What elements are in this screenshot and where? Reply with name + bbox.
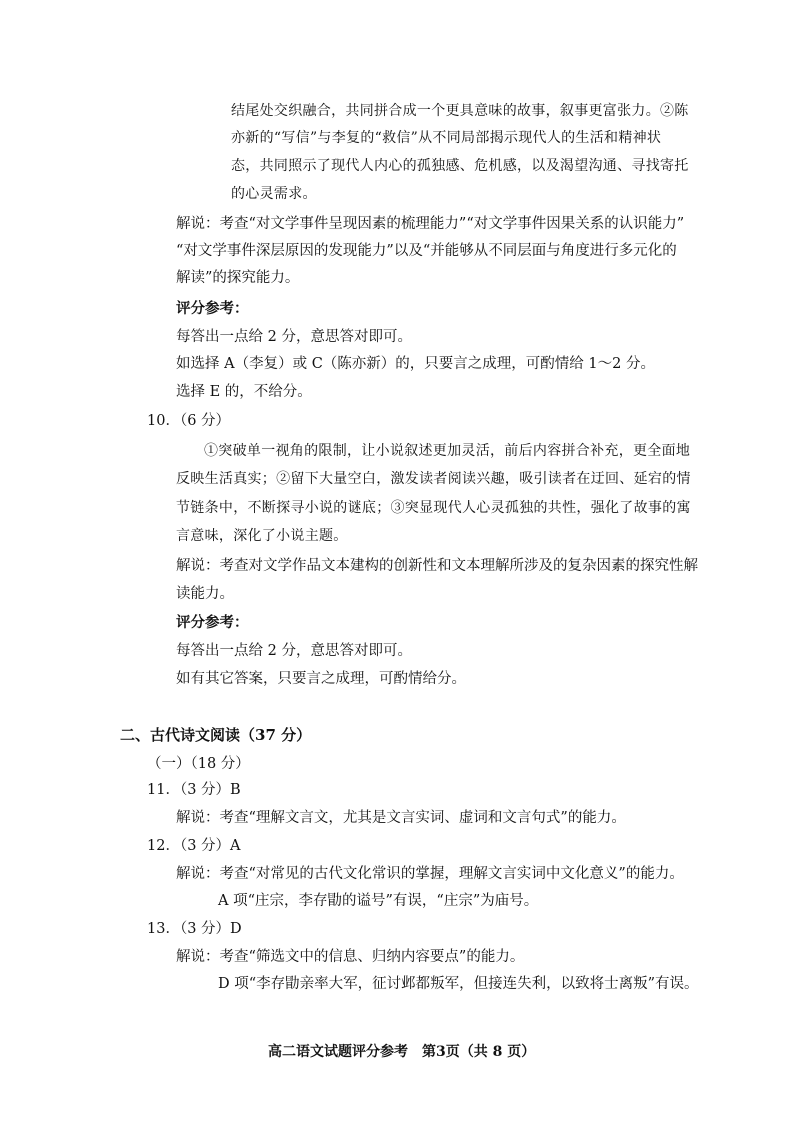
scoring-rule: 如选择 A（李复）或 C（陈亦新）的，只要言之成理，可酌情给 1～2 分。: [176, 356, 655, 372]
answer-line: 节链条中，不断探寻小说的谜底；③突显现代人心灵孤独的共性，强化了故事的寓: [176, 500, 691, 516]
scoring-rule: 选择 E 的，不给分。: [176, 384, 312, 400]
answer-line: 亦新的“写信”与李复的“救信”从不同局部揭示现代人的生活和精神状: [231, 130, 662, 146]
answer-line: 结尾处交织融合，共同拼合成一个更具意味的故事，叙事更富张力。②陈: [231, 103, 689, 119]
explanation-line: 解说：考查“理解文言文，尤其是文言实词、虚词和文言句式”的能力。: [176, 810, 626, 826]
page-footer: 高二语文试题评分参考 第3页（共 8 页）: [268, 1044, 536, 1060]
question-number: 10．（6 分）: [147, 413, 231, 429]
answer-line: 态，共同照示了现代人内心的孤独感、危机感，以及渴望沟通、寻找寄托: [231, 158, 689, 174]
explanation-line: 解说：考查对文学作品文本建构的创新性和文本理解所涉及的复杂因素的探究性解: [176, 558, 698, 574]
scoring-rule: 每答出一点给 2 分，意思答对即可。: [176, 329, 412, 345]
answer-line: 的心灵需求。: [231, 186, 317, 202]
explanation-line: 解读”的探究能力。: [176, 270, 300, 286]
question-number: 11．（3 分）B: [147, 782, 241, 798]
section-title: 二、古代诗文阅读（37 分）: [120, 726, 312, 744]
scoring-heading: 评分参考：: [176, 300, 249, 317]
explanation-note: A 项“庄宗，李存勖的谥号”有误，“庄宗”为庙号。: [218, 893, 539, 909]
question-number: 13．（3 分）D: [147, 921, 242, 937]
explanation-line: 解说：考查“对常见的古代文化常识的掌握，理解文言实词中文化意义”的能力。: [176, 866, 684, 882]
question-number: 12．（3 分）A: [147, 838, 241, 854]
answer-line: 反映生活真实；②留下大量空白，激发读者阅读兴趣，吸引读者在迂回、延宕的情: [176, 471, 691, 487]
explanation-line: 解说：考查“对文学事件呈现因素的梳理能力”“对文学事件因果关系的认识能力”: [176, 216, 685, 232]
scoring-rule: 如有其它答案，只要言之成理，可酌情给分。: [176, 671, 466, 687]
scoring-rule: 每答出一点给 2 分，意思答对即可。: [176, 643, 412, 659]
answer-line: 言意味，深化了小说主题。: [176, 528, 348, 544]
answer-line: ①突破单一视角的限制，让小说叙述更加灵活，前后内容拼合补充，更全面地: [204, 443, 691, 459]
scoring-heading: 评分参考：: [176, 614, 249, 631]
subsection-title: （一）（18 分）: [147, 756, 250, 772]
explanation-line: “对文学事件深层原因的发现能力”以及“并能够从不同层面与角度进行多元化的: [176, 243, 677, 259]
explanation-note: D 项“李存勖亲率大军，征讨邺都叛军，但接连失利，以致将士离叛”有误。: [218, 976, 699, 992]
explanation-line: 解说：考查“筛选文中的信息、归纳内容要点”的能力。: [176, 949, 525, 965]
explanation-line: 读能力。: [176, 586, 234, 602]
